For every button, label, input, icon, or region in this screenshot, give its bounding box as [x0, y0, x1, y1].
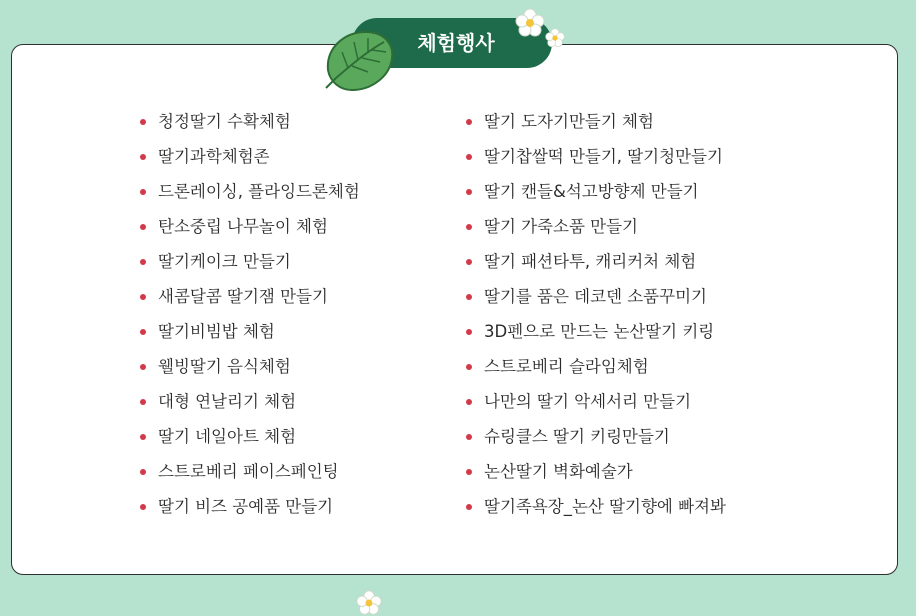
- list-item: [466, 211, 726, 246]
- bullet-icon: [140, 364, 146, 370]
- list-item: [140, 456, 360, 491]
- flower-icon: [515, 8, 545, 38]
- list-item: [140, 106, 360, 141]
- list-item-label: 딸기찹쌀떡 만들기, 딸기청만들기: [484, 147, 723, 166]
- list-item: [140, 421, 360, 456]
- flower-icon: [545, 28, 565, 48]
- bullet-icon: [140, 399, 146, 405]
- bullet-icon: [140, 469, 146, 475]
- bullet-icon: [466, 224, 472, 230]
- list-item-label: 3D펜으로 만드는 논산딸기 키링: [484, 322, 715, 341]
- list-item-label: 딸기족욕장_논산 딸기향에 빠져봐: [484, 497, 726, 516]
- flower-icon: [356, 590, 382, 616]
- list-item: [466, 456, 726, 491]
- list-item: [140, 141, 360, 176]
- list-item-label: 나만의 딸기 악세서리 만들기: [484, 392, 692, 411]
- bullet-icon: [466, 259, 472, 265]
- list-item-label: 논산딸기 벽화예술가: [484, 462, 633, 481]
- list-item: [140, 351, 360, 386]
- bullet-icon: [140, 329, 146, 335]
- bullet-icon: [466, 504, 472, 510]
- list-item-label: 드론레이싱, 플라잉드론체험: [158, 182, 360, 201]
- list-item: [140, 246, 360, 281]
- list-item-label: 딸기 패션타투, 캐리커처 체험: [484, 252, 697, 271]
- list-item: [140, 281, 360, 316]
- bullet-icon: [466, 119, 472, 125]
- list-item-label: 딸기 가죽소품 만들기: [484, 217, 638, 236]
- list-item: [466, 281, 726, 316]
- bullet-icon: [140, 504, 146, 510]
- bullet-icon: [140, 154, 146, 160]
- event-list-left: [140, 106, 360, 526]
- bullet-icon: [140, 119, 146, 125]
- bullet-icon: [466, 189, 472, 195]
- list-item: [466, 351, 726, 386]
- list-item: [140, 176, 360, 211]
- list-item: [466, 141, 726, 176]
- list-item: [140, 491, 360, 526]
- list-item-label: 슈링클스 딸기 키링만들기: [484, 427, 670, 446]
- bullet-icon: [466, 154, 472, 160]
- list-item-label: 딸기 비즈 공예품 만들기: [158, 497, 334, 516]
- bullet-icon: [140, 294, 146, 300]
- list-item-label: 딸기케이크 만들기: [158, 252, 291, 271]
- bullet-icon: [466, 294, 472, 300]
- list-item-label: 딸기 도자기만들기 체험: [484, 112, 654, 131]
- list-item-label: 청정딸기 수확체험: [158, 112, 291, 131]
- list-item: [466, 176, 726, 211]
- list-item-label: 딸기를 품은 데코덴 소품꾸미기: [484, 287, 707, 306]
- list-item: [466, 106, 726, 141]
- list-item-label: 웰빙딸기 음식체험: [158, 357, 291, 376]
- list-item: [466, 491, 726, 526]
- list-item-label: 딸기 캔들&석고방향제 만들기: [484, 182, 699, 201]
- list-item: [140, 386, 360, 421]
- list-item-label: 딸기과학체험존: [158, 147, 270, 166]
- event-list-right: [466, 106, 726, 526]
- list-item-label: 스트로베리 페이스페인팅: [158, 462, 339, 481]
- list-item-label: 탄소중립 나무놀이 체험: [158, 217, 328, 236]
- list-item: [466, 246, 726, 281]
- bullet-icon: [466, 364, 472, 370]
- list-item: [466, 421, 726, 456]
- bullet-icon: [466, 434, 472, 440]
- bullet-icon: [466, 469, 472, 475]
- bullet-icon: [140, 224, 146, 230]
- list-item: [140, 211, 360, 246]
- leaf-icon: [322, 26, 398, 96]
- list-item-label: 대형 연날리기 체험: [158, 392, 297, 411]
- list-item-label: 딸기비빔밥 체험: [158, 322, 275, 341]
- section-title: 체험행사: [417, 31, 495, 55]
- bullet-icon: [140, 434, 146, 440]
- list-item: [466, 386, 726, 421]
- list-item: [466, 316, 726, 351]
- list-item-label: 스트로베리 슬라임체험: [484, 357, 649, 376]
- bullet-icon: [466, 329, 472, 335]
- list-item-label: 딸기 네일아트 체험: [158, 427, 297, 446]
- bullet-icon: [466, 399, 472, 405]
- bullet-icon: [140, 259, 146, 265]
- list-item-label: 새콤달콤 딸기잼 만들기: [158, 287, 328, 306]
- list-item: [140, 316, 360, 351]
- bullet-icon: [140, 189, 146, 195]
